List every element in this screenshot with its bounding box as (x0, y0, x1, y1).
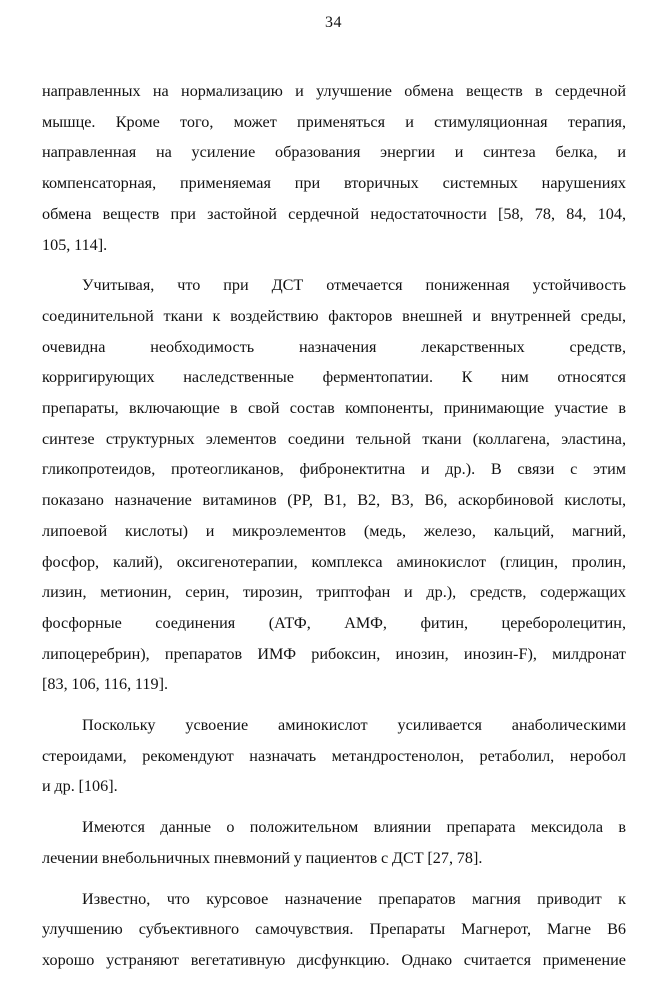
text-line: Поскольку усвоение аминокислот усиливается анаболическими (82, 716, 626, 735)
body-text (42, 76, 626, 986)
text-line: направленная на усиление образования энергии и синтеза белка, и (42, 143, 626, 162)
paragraph (42, 76, 626, 260)
text-line: улучшению субъективного самочувствия. Препараты Магнерот, Магне В6 (42, 920, 626, 939)
text-line: очевидна необходимость назначения лекарственных средств, (42, 337, 626, 356)
text-line: мышце. Кроме того, может применяться и стимуляционная терапия, (42, 112, 626, 131)
text-line: направленных на нормализацию и улучшение обмена веществ в сердечной (42, 82, 626, 100)
text-line: фосфор, калий), оксигенотерапии, комплекса аминокислот (глицин, пролин, (42, 552, 626, 571)
text-line: лечении внебольничных пневмоний у пациентов с ДСТ [27, 78]. (42, 848, 483, 867)
text-line: стероидами, рекомендуют назначать метандростенолон, ретаболил, неробол (42, 746, 626, 765)
text-line: липоевой кислоты) и микроэлементов (медь, железо, кальций, магний, (42, 521, 626, 540)
text-line: [83, 106, 116, 119]. (42, 675, 169, 694)
text-line: препараты, включающие в свой состав компоненты, принимающие участие в (42, 399, 626, 418)
paragraph (42, 812, 626, 873)
paragraph (42, 884, 626, 976)
text-line: Учитывая, что при ДСТ отмечается пониженная устойчивость (82, 276, 626, 295)
text-line: синтезе структурных элементов соедини тельной ткани (коллагена, эластина, (42, 429, 626, 448)
text-line: и др. [106]. (42, 777, 118, 796)
text-line: показано назначение витаминов (PP, B1, B2, B3, B6, аскорбиновой кислоты, (42, 491, 626, 510)
text-line: Известно, что курсовое назначение препаратов магния приводит к (82, 889, 626, 908)
text-line: обмена веществ при застойной сердечной недостаточности [58, 78, 84, 104, (42, 204, 626, 223)
text-line: Имеются данные о положительном влиянии препарата мексидола в (82, 818, 626, 837)
text-line: фосфорные соединения (АТФ, АМФ, фитин, цереборолецитин, (42, 613, 626, 632)
text-line: липоцеребрин), препаратов ИМФ рибоксин, инозин, инозин-F), милдронат (42, 644, 626, 663)
text-line: соединительной ткани к воздействию факторов внешней и внутренней среды, (42, 306, 626, 325)
text-line: 105, 114]. (42, 235, 108, 254)
paragraph (42, 270, 626, 700)
text-line: гликопротеидов, протеогликанов, фибронектитна и др.). В связи с этим (42, 460, 626, 479)
text-line: лизин, метионин, серин, тирозин, триптофан и др.), средств, содержащих (42, 583, 626, 602)
text-line: хорошо устраняют вегетативную дисфункцию. Однако считается применение (42, 950, 626, 969)
text-line: корригирующих наследственные ферментопатии. К ним относятся (42, 368, 626, 387)
page-number: 34 (325, 14, 342, 31)
paragraph (42, 710, 626, 802)
text-line: компенсаторная, применяемая при вторичных системных нарушениях (42, 174, 626, 193)
